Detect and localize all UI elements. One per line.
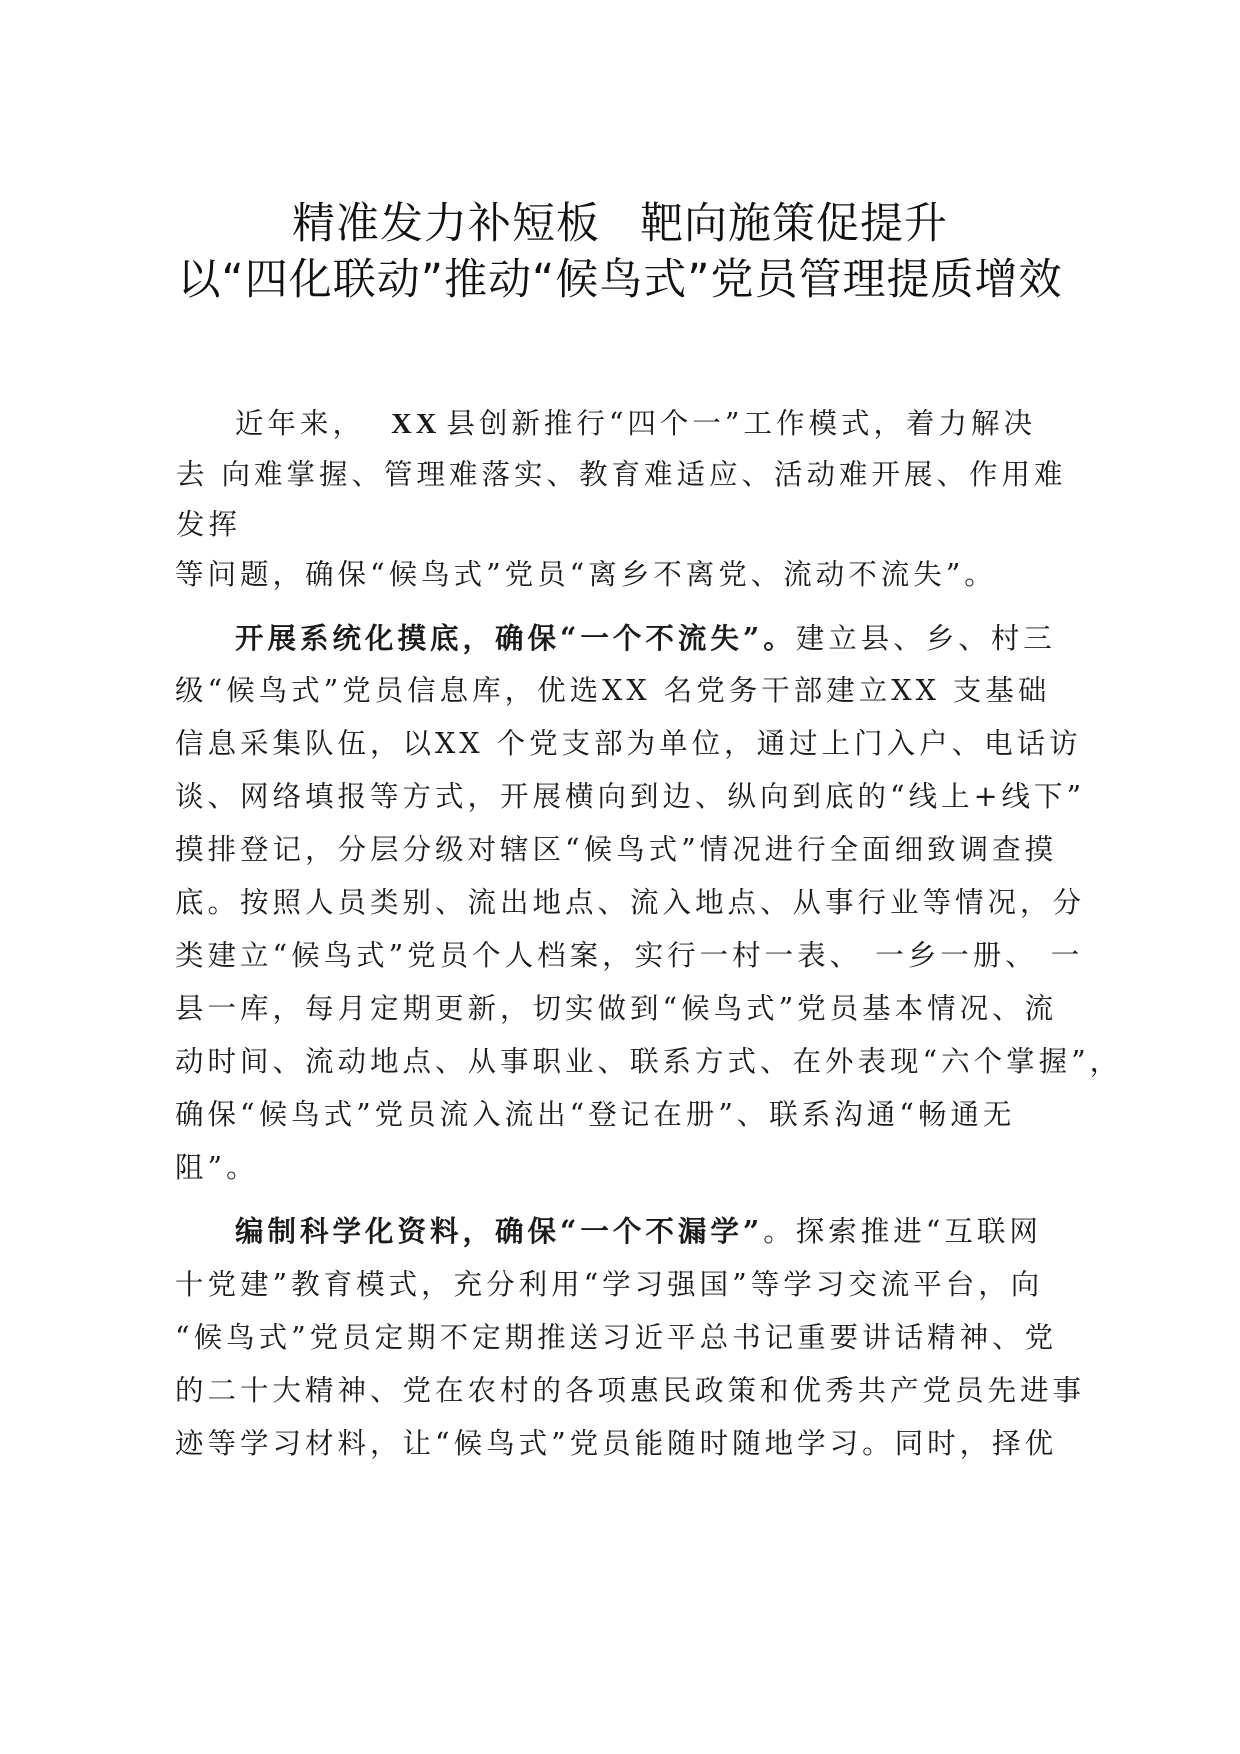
section2-line: 十党建”教育模式，充分利用“学习强国”等学习交流平台，向 [175,1268,1044,1301]
section1-line: 县一库，每月定期更新，切实做到“候鸟式”党员基本情况、流 [175,992,1058,1025]
section2-line-1 [235,1209,1042,1250]
title-line-2: 以“四化联动”推动“候鸟式”党员管理提质增效 [177,255,1063,305]
intro-line-3: 发挥 [176,508,242,541]
section1-text: 建立县、乡、村三 [795,622,1056,655]
intro-text-rest: 县创新推行“四个一”工作模式，着力解决 [446,407,1036,440]
intro-line-1 [235,401,1036,442]
section1-line: 摸排登记，分层分级对辖区“候鸟式”情况进行全面细致调查摸 [175,833,1058,866]
title-part-2: 靶向施策促提升 [640,199,948,249]
title-line-1 [0,190,1240,251]
section1-line: 动时间、流动地点、从事职业、联系方式、在外表现“六个掌握”， [175,1045,1123,1078]
section1-heading: 开展系统化摸底，确保“一个不流失”。 [235,621,796,655]
section2-line: 迹等学习材料，让“候鸟式”党员能随时随地学习。同时，择优 [175,1427,1058,1460]
section2-line: “候鸟式”党员定期不定期推送习近平总书记重要讲话精神、党 [175,1321,1058,1354]
section1-line: 信息采集队伍，以XX 个党支部为单位，通过上门入户、电话访 [175,727,1082,760]
intro-line-4: 等问题，确保“候鸟式”党员“离乡不离党、流动不流失”。 [175,558,997,591]
intro-line-2: 去 向难掌握、管理难落实、教育难适应、活动难开展、作用难 [176,458,1067,491]
section2-heading: 编制科学化资料，确保“一个不漏学” [235,1214,764,1248]
section1-line-1 [235,616,1056,657]
section1-line: 类建立“候鸟式”党员个人档案，实行一村一表、 一乡一册、 一 [175,939,1084,972]
section2-line: 的二十大精神、党在农村的各项惠民政策和优秀共产党员先进事 [175,1374,1086,1407]
section1-line: 谈、网络填报等方式，开展横向到边、纵向到底的“线上+线下” [175,780,1086,813]
section1-line: 阻”。 [175,1151,259,1184]
section2-text: 。探索推进“互联网 [763,1215,1042,1248]
intro-text: 近年来， [235,407,366,440]
section1-line: 级“候鸟式”党员信息库，优选XX 名党务干部建立XX 支基础 [175,674,1051,707]
title-part-1: 精准发力补短板 [292,199,600,249]
intro-xx: XX [391,409,441,440]
section1-line: 确保“候鸟式”党员流入流出“登记在册”、联系沟通“畅通无 [175,1098,1016,1131]
section1-line: 底。按照人员类别、流出地点、流入地点、从事行业等情况，分 [175,886,1086,919]
